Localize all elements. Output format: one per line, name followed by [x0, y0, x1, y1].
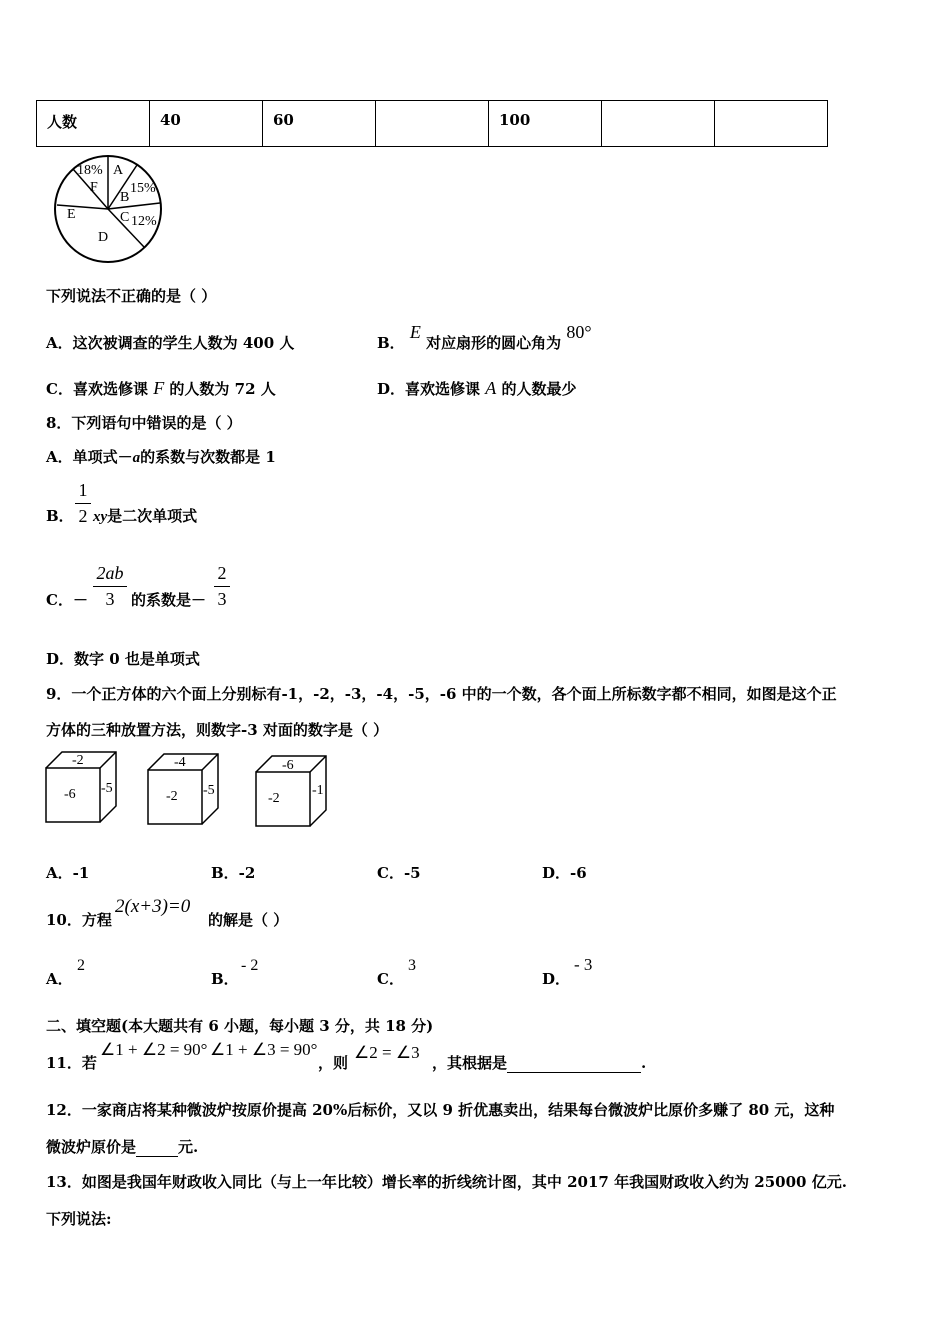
- q10-equation: 2(x+3)=0: [115, 896, 191, 917]
- q8-option-a-text: 的系数与次数都是 1: [140, 448, 276, 466]
- fraction-bar: [75, 503, 91, 504]
- q8-option-c-prefix: C．－: [46, 591, 88, 609]
- q9-option-b: B．-2: [211, 864, 256, 882]
- pie-label-a: A: [113, 163, 124, 178]
- pie-label-e: E: [67, 207, 76, 222]
- q12-answer-blank[interactable]: [136, 1140, 178, 1157]
- q11-answer-blank[interactable]: [507, 1056, 641, 1073]
- pie-label-d: D: [98, 230, 109, 245]
- q8-option-b-fraction: [75, 480, 91, 527]
- q10-suffix: 的解是（ ）: [208, 911, 289, 929]
- q11-mid: ，则: [318, 1054, 349, 1072]
- table-cell: [602, 101, 715, 147]
- fraction-bar: [214, 586, 230, 587]
- q12-line2: [46, 1136, 198, 1157]
- q12-line1: 12．一家商店将某种微波炉按原价提高 20%后标价，又以 9 折优惠卖出，结果每台微波炉比原价多赚了 80 元，这种: [46, 1101, 835, 1119]
- q11-end: .: [641, 1054, 647, 1072]
- q8-option-c-text: 的系数是－: [131, 591, 207, 609]
- q11-suffix: [432, 1052, 646, 1073]
- table-row: [37, 101, 828, 147]
- q7-option-c-text: 的人数为 72 人: [169, 380, 276, 398]
- q8-option-a-var: a: [132, 450, 141, 466]
- pie-chart-figure: [48, 155, 172, 265]
- q9-line1: 9．一个正方体的六个面上分别标有-1，-2，-3，-4，-5，-6 中的一个数，各个面上所标数字都不相同，如图是这个正: [46, 685, 837, 703]
- pie-percent-b: 15%: [130, 181, 156, 196]
- table-cell: [376, 101, 489, 147]
- q7-option-b: [377, 322, 592, 353]
- table-cell: 人数: [37, 101, 150, 147]
- q11-condition-1: ∠1 + ∠2 = 90°: [100, 1040, 208, 1059]
- cube-3-front: -2: [268, 791, 280, 806]
- table-cell: [715, 101, 828, 147]
- q10-option-b-label: B．: [211, 970, 239, 988]
- q7-option-d-text: 的人数最少: [501, 380, 577, 398]
- q8-option-b-prefix: B．: [46, 507, 74, 525]
- pie-divider: [108, 203, 160, 209]
- pie-percent-f: 18%: [77, 163, 103, 178]
- cube-2-side: -5: [203, 783, 215, 798]
- q7-option-b-var: E: [409, 322, 421, 342]
- fraction-denominator: 3: [105, 589, 115, 609]
- q7-option-b-text: 对应扇形的圆心角为: [426, 334, 562, 352]
- pie-divider: [57, 205, 108, 209]
- q9-option-d: D．-6: [542, 864, 587, 882]
- q13-line1: 13．如图是我国年财政收入同比（与上一年比较）增长率的折线统计图，其中 2017 年我国财政收入约为 25000 亿元.: [46, 1173, 847, 1191]
- q7-option-d-var: A: [485, 378, 497, 398]
- q8-option-b-text: 是二次单项式: [107, 507, 198, 525]
- q10-option-c-value: 3: [408, 957, 416, 974]
- q11-condition-2: ∠1 + ∠3 = 90°: [210, 1040, 318, 1059]
- section-heading: 二、填空题(本大题共有 6 小题，每小题 3 分，共 18 分): [46, 1017, 434, 1035]
- cubes-figure: [40, 748, 340, 832]
- table-cell: 100: [489, 101, 602, 147]
- q8-option-b-var: xy: [93, 509, 108, 525]
- q10-prefix: 10．方程: [46, 911, 112, 929]
- q10-option-d-value: - 3: [574, 955, 593, 974]
- cube-1-front: -6: [64, 787, 76, 802]
- q8-stem: 8．下列语句中错误的是（ ）: [46, 414, 242, 432]
- q8-option-a: [46, 446, 276, 467]
- fraction-denominator: 3: [217, 589, 227, 609]
- q7-option-c: [46, 378, 276, 399]
- q9-line2: 方体的三种放置方法，则数字-3 对面的数字是（ ）: [46, 721, 389, 739]
- q7-option-d: [377, 378, 577, 399]
- q11-conclusion: ∠2 = ∠3: [354, 1043, 420, 1062]
- q7-option-d-prefix: D．喜欢选修课: [377, 380, 481, 398]
- q11-suffix-text: ，其根据是: [432, 1054, 508, 1072]
- q9-option-c: C．-5: [377, 864, 421, 882]
- q8-option-c-fraction: [93, 563, 127, 610]
- q13-line2: 下列说法:: [46, 1210, 112, 1228]
- table-cell: 60: [263, 101, 376, 147]
- q7-stem: 下列说法不正确的是（ ）: [46, 287, 217, 305]
- q10-option-a-value: 2: [77, 957, 85, 974]
- q7-option-b-val: 80°: [566, 322, 592, 342]
- cube-2-top: -4: [174, 755, 186, 770]
- q7-option-a: A．这次被调查的学生人数为 400 人: [46, 334, 295, 352]
- q10-option-a-label: A．: [46, 970, 73, 988]
- q10-option-d-label: D．: [542, 970, 571, 988]
- cube-2-front: -2: [166, 789, 178, 804]
- q10-option-b-value: - 2: [241, 957, 259, 974]
- q11-prefix: 11．若: [46, 1054, 97, 1072]
- cube-1-side: -5: [101, 781, 113, 796]
- cube-3-top: -6: [282, 758, 294, 773]
- q12-line2-prefix: 微波炉原价是: [46, 1138, 137, 1156]
- q7-option-c-var: F: [153, 378, 165, 398]
- pie-percent-c: 12%: [131, 214, 157, 229]
- pie-label-b: B: [120, 190, 130, 205]
- fraction-denominator: 2: [78, 506, 88, 526]
- q9-option-a: A．-1: [46, 864, 90, 882]
- q7-option-b-prefix: B．: [377, 334, 405, 352]
- q10-option-c-label: C．: [377, 970, 404, 988]
- cube-1-top: -2: [72, 753, 84, 768]
- pie-label-c: C: [120, 210, 130, 225]
- q12-line2-suffix: 元.: [178, 1138, 199, 1156]
- pie-label-f: F: [90, 180, 98, 195]
- q8-option-a-prefix: A．单项式－: [46, 448, 133, 466]
- data-table: [36, 100, 828, 147]
- q8-option-b-body: [93, 505, 197, 526]
- fraction-numerator: 2ab: [96, 563, 124, 583]
- table-cell: 40: [150, 101, 263, 147]
- fraction-numerator: 1: [78, 480, 88, 500]
- q8-option-c-fraction2: [214, 563, 230, 610]
- cube-3-side: -1: [312, 783, 324, 798]
- q7-option-c-prefix: C．喜欢选修课: [46, 380, 148, 398]
- fraction-numerator: 2: [217, 563, 227, 583]
- fraction-bar: [93, 586, 127, 587]
- q8-option-d: D．数字 0 也是单项式: [46, 650, 200, 668]
